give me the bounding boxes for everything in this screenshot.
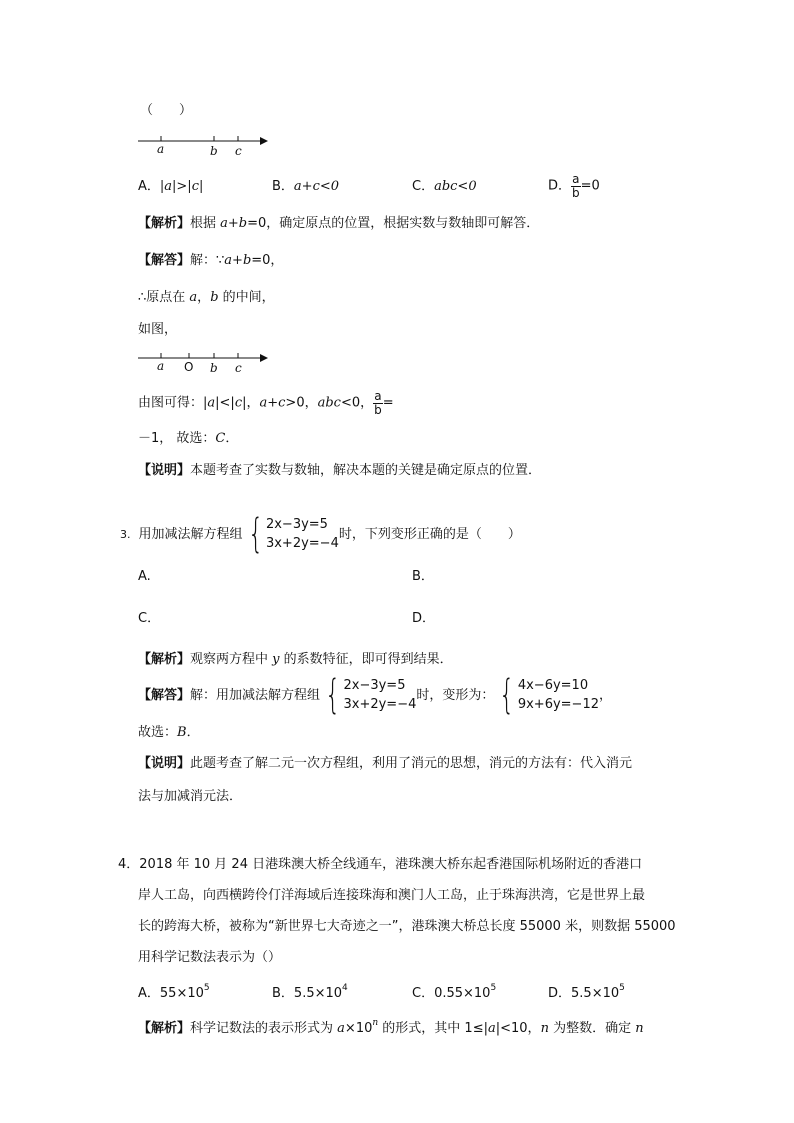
analysis-post: 的系数特征，即可得到结果． bbox=[279, 652, 453, 667]
question-number: 3. bbox=[120, 527, 131, 541]
equation-1: 4x−6y=10 bbox=[517, 678, 589, 693]
equation-system bbox=[243, 511, 339, 557]
answer-tag: 【解答】 bbox=[138, 253, 191, 268]
var-n: n bbox=[372, 1018, 379, 1028]
fraction-a-over-b bbox=[373, 390, 383, 416]
q4-option-b bbox=[272, 984, 348, 1000]
q3-note bbox=[138, 757, 632, 770]
q2-analysis bbox=[138, 217, 539, 230]
text: ∴原点在 bbox=[138, 290, 190, 305]
answer-parentheses: （ ） bbox=[140, 103, 193, 118]
equation-1: 2x−3y=5 bbox=[343, 678, 406, 693]
text: >0， bbox=[285, 395, 318, 411]
answer-pre: 解：∵ bbox=[190, 253, 225, 268]
numline2-label-c: c bbox=[235, 361, 242, 375]
analysis-tag: 【解析】 bbox=[138, 1021, 191, 1036]
note-tag: 【说明】 bbox=[138, 463, 191, 478]
q3-option-d: D． bbox=[412, 611, 436, 626]
q3-analysis bbox=[138, 653, 453, 666]
option-text: a+c<0 bbox=[293, 179, 340, 194]
q2-option-c bbox=[412, 180, 477, 193]
expr-ac: a+c bbox=[259, 395, 286, 411]
fraction-num: a bbox=[572, 172, 580, 186]
numline2-label-o: O bbox=[184, 360, 194, 374]
equation-2: 9x+6y=−12 bbox=[517, 697, 599, 712]
option-exp: 5 bbox=[490, 983, 497, 993]
text: 故选： bbox=[138, 725, 178, 740]
numline2-label-b: b bbox=[210, 361, 218, 375]
question-number: 4． bbox=[118, 857, 140, 872]
text: <0， bbox=[340, 395, 374, 411]
text: = bbox=[382, 395, 394, 411]
q4-line3: 长的跨海大桥，被称为“新世界七大奇迹之一”，港珠澳大桥总长度 55000 米，则数据 55000 bbox=[138, 919, 676, 934]
text: 的中间， bbox=[218, 290, 275, 305]
option-text: abc<0 bbox=[434, 179, 477, 194]
text: |， bbox=[242, 395, 260, 411]
q2-option-b bbox=[272, 180, 339, 193]
q2-note bbox=[138, 464, 541, 477]
expr-abc: abc bbox=[317, 395, 341, 411]
answer-post: ， bbox=[599, 687, 613, 703]
text: 由图可得：| bbox=[138, 395, 208, 411]
var-n: n bbox=[540, 1021, 549, 1036]
option-text: |a|>|c| bbox=[159, 179, 204, 194]
text: |<| bbox=[215, 395, 235, 411]
choice: B bbox=[177, 725, 187, 740]
option-letter: A． bbox=[138, 179, 160, 194]
equation-1: 2x−3y=5 bbox=[265, 517, 328, 532]
text: ， bbox=[197, 290, 211, 305]
var-y: y bbox=[272, 652, 280, 667]
analysis-tag: 【解析】 bbox=[138, 652, 191, 667]
q2-result bbox=[138, 390, 394, 416]
brace-icon: { bbox=[499, 672, 515, 718]
q4-option-d bbox=[548, 984, 625, 1000]
text: ． bbox=[186, 725, 200, 740]
q3-post: 时，下列变形正确的是（ ） bbox=[338, 526, 521, 542]
q2-answer bbox=[138, 254, 283, 267]
q3-option-b: B． bbox=[412, 569, 434, 584]
q4-option-c bbox=[412, 984, 496, 1000]
q2-origin-line bbox=[138, 291, 275, 304]
equation-2: 3x+2y=−4 bbox=[265, 536, 339, 551]
q3-note-line2: 法与加减消元法． bbox=[138, 789, 243, 804]
option-exp: 5 bbox=[203, 983, 210, 993]
numline2-label-a: a bbox=[157, 359, 165, 373]
numline1-label-b: b bbox=[210, 144, 218, 158]
fraction-den: b bbox=[374, 402, 382, 417]
brace-icon: { bbox=[247, 511, 263, 557]
q3-answer bbox=[138, 672, 613, 718]
fraction-den: b bbox=[572, 185, 580, 200]
q3-pre: 用加减法解方程组 bbox=[138, 526, 243, 542]
text: 的形式，其中 1≤| bbox=[378, 1021, 488, 1036]
fraction-num: a bbox=[374, 389, 382, 403]
answer-tag: 【解答】 bbox=[138, 687, 191, 703]
var-a: a bbox=[337, 1021, 345, 1036]
analysis-expr: a+b bbox=[220, 216, 248, 231]
equation-2: 3x+2y=−4 bbox=[343, 697, 417, 712]
option-base: 0.55×10 bbox=[434, 986, 491, 1001]
brace-icon: { bbox=[325, 672, 341, 718]
note-tag: 【说明】 bbox=[138, 756, 191, 771]
option-letter: C． bbox=[412, 986, 435, 1001]
var-n: n bbox=[635, 1021, 644, 1036]
analysis-pre: 观察两方程中 bbox=[190, 652, 273, 667]
option-base: 55×10 bbox=[159, 986, 204, 1001]
option-exp: 4 bbox=[342, 983, 348, 993]
text: 科学记数法的表示形式为 bbox=[190, 1021, 338, 1036]
text: ． bbox=[225, 431, 239, 446]
q2-as-figure: 如图， bbox=[138, 322, 178, 337]
option-letter: A． bbox=[138, 986, 160, 1001]
option-letter: D． bbox=[548, 986, 572, 1001]
q4-option-a bbox=[138, 984, 210, 1000]
q3-choose bbox=[138, 726, 200, 739]
q3-option-a: A. bbox=[138, 569, 151, 584]
var-a: a bbox=[207, 395, 216, 411]
answer-mid: 时，变形为： bbox=[416, 687, 495, 703]
answer-expr: a+b bbox=[224, 253, 252, 268]
q4-line1 bbox=[118, 858, 642, 871]
numline1-label-a: a bbox=[157, 142, 165, 156]
var-a: a bbox=[189, 290, 198, 305]
var-a: a bbox=[487, 1021, 496, 1036]
fraction-a-over-b bbox=[571, 173, 581, 199]
q4-analysis bbox=[138, 1019, 644, 1035]
note-text: 本题考查了实数与数轴，解决本题的关键是确定原点的位置． bbox=[190, 463, 542, 478]
option-base: 5.5×10 bbox=[571, 986, 620, 1001]
option-base: 5.5×10 bbox=[293, 986, 343, 1001]
text: |<10， bbox=[495, 1021, 541, 1036]
analysis-post: =0，确定原点的位置，根据实数与数轴即可解答． bbox=[247, 216, 540, 231]
transformed-system bbox=[494, 672, 599, 718]
note-text: 此题考查了解二元一次方程组，利用了消元的思想，消元的方法有：代入消元 bbox=[190, 756, 633, 771]
option-letter: C． bbox=[412, 179, 435, 194]
q2-option-a bbox=[138, 180, 203, 193]
text: －1， 故选： bbox=[138, 431, 216, 446]
q3-option-c: C． bbox=[138, 611, 161, 626]
text: 为整数．确定 bbox=[548, 1021, 636, 1036]
choice: C bbox=[215, 431, 226, 446]
var-c: c bbox=[234, 395, 243, 411]
text: ×10 bbox=[344, 1021, 373, 1036]
q4-line4: 用科学记数法表示为（） bbox=[138, 950, 282, 965]
analysis-tag: 【解析】 bbox=[138, 216, 191, 231]
option-letter: D． bbox=[548, 178, 572, 194]
option-letter: B． bbox=[272, 986, 294, 1001]
answer-pre: 解：用加减法解方程组 bbox=[190, 687, 321, 703]
var-b: b bbox=[210, 290, 219, 305]
q4-line2: 岸人工岛，向西横跨伶仃洋海域后连接珠海和澳门人工岛，止于珠海洪湾，它是世界上最 bbox=[138, 888, 646, 903]
equation-system bbox=[320, 672, 417, 718]
q2-option-d bbox=[548, 173, 600, 199]
numline1-label-c: c bbox=[235, 144, 242, 158]
option-tail: =0 bbox=[580, 178, 600, 194]
analysis-pre: 根据 bbox=[190, 216, 221, 231]
answer-post: =0， bbox=[251, 253, 284, 268]
q2-result-2 bbox=[138, 432, 238, 445]
option-letter: B． bbox=[272, 179, 294, 194]
q4-text: 2018 年 10 月 24 日港珠澳大桥全线通车，港珠澳大桥东起香港国际机场附近的香港口 bbox=[139, 857, 643, 872]
q3-stem bbox=[120, 511, 521, 557]
option-exp: 5 bbox=[619, 983, 625, 993]
